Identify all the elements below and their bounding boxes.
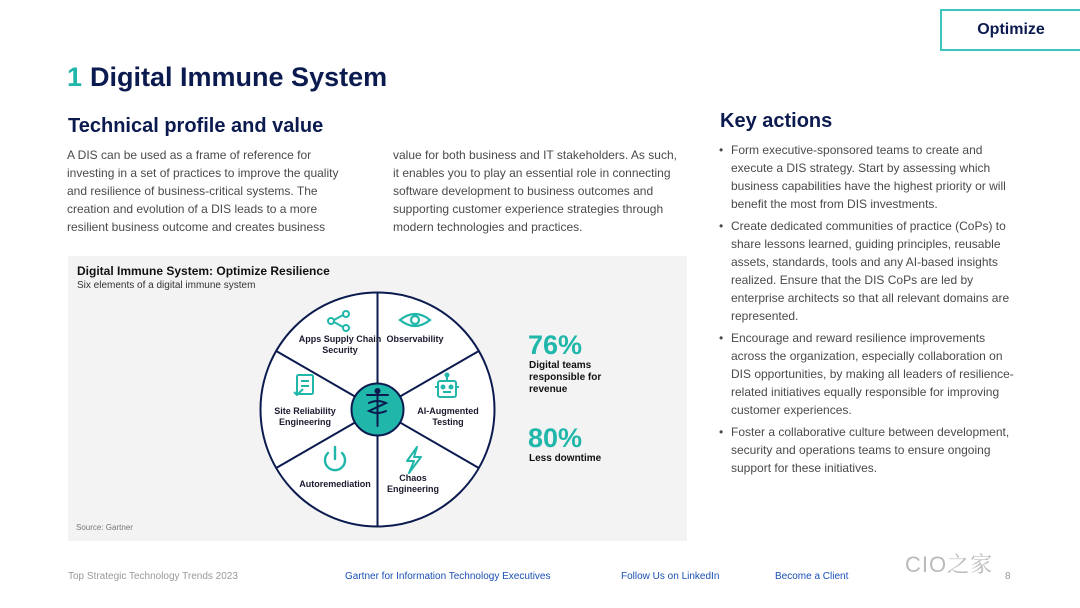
figure-source: Source: Gartner	[76, 523, 133, 532]
figure-title: Digital Immune System: Optimize Resilience	[77, 264, 330, 278]
title-number: 1	[67, 62, 83, 92]
page-title	[67, 62, 387, 93]
footer-report-title: Top Strategic Technology Trends 2023	[68, 571, 238, 582]
element-label-apps-supply-chain: Apps Supply Chain Security	[298, 334, 382, 355]
stat-value-downtime: 80%	[528, 423, 583, 453]
footer-link-become-client[interactable]: Become a Client	[775, 571, 849, 582]
list-item: • Foster a collaborative culture between development, security and operations teams to ensure ongoing support for these initiatives.	[719, 423, 1019, 477]
page-number: 8	[1005, 571, 1011, 582]
technical-profile-heading: Technical profile and value	[68, 115, 324, 137]
list-item: • Form executive-sponsored teams to create and execute a DIS strategy. Start by assessing which business capabilities have the highest priority or will benefit the most from DIS investments.	[719, 141, 1019, 213]
key-actions-list	[719, 141, 1019, 481]
element-label-autoremediation: Autoremediation	[299, 479, 371, 489]
stat-value-revenue: 76%	[528, 330, 583, 360]
element-label-observability: Observability	[386, 334, 444, 344]
profile-paragraph-col1: A DIS can be used as a frame of reference for investing in a set of practices to improve the quality and resilience of business-critical systems. The creation and evolution of a DIS leads to a more resilient business outcome and creates business	[67, 148, 339, 234]
key-actions-heading: Key actions	[720, 110, 833, 132]
stat-text-downtime: Less downtime	[529, 453, 602, 464]
title-text: Digital Immune System	[90, 62, 388, 92]
element-label-sre: Site Reliability Engineering	[274, 406, 336, 427]
profile-paragraph-col2: value for both business and IT stakeholders. As such, it enables you to play an essential role in connecting software development to business outcomes and supporting customer experience strategies through modern technologies and practices.	[393, 148, 677, 234]
footer-link-gartner-it[interactable]: Gartner for Information Technology Executives	[345, 571, 551, 582]
element-label-chaos-engineering: Chaos Engineering	[386, 473, 439, 494]
stat-text-revenue: Digital teams responsible for revenue	[529, 360, 602, 395]
element-label-ai-testing: AI-Augmented Testing	[417, 406, 479, 427]
list-item: • Create dedicated communities of practice (CoPs) to share lessons learned, guiding principles, reusable assets, standards, tools and any AI-based insights realized. Ensure that the DIS CoPs are led by enterprise architects so that all relevant domains are represented.	[719, 217, 1019, 325]
section-tag: Optimize	[940, 9, 1080, 51]
list-item: • Encourage and reward resilience improvements across the organization, especially collaboration on DIS opportunities, by making all leaders of resilience-related initiatives equally responsible for improving customer experiences.	[719, 329, 1019, 419]
watermark: CIO之家	[905, 552, 994, 577]
footer-link-linkedin[interactable]: Follow Us on LinkedIn	[621, 571, 720, 582]
figure-subtitle: Six elements of a digital immune system	[77, 280, 256, 291]
